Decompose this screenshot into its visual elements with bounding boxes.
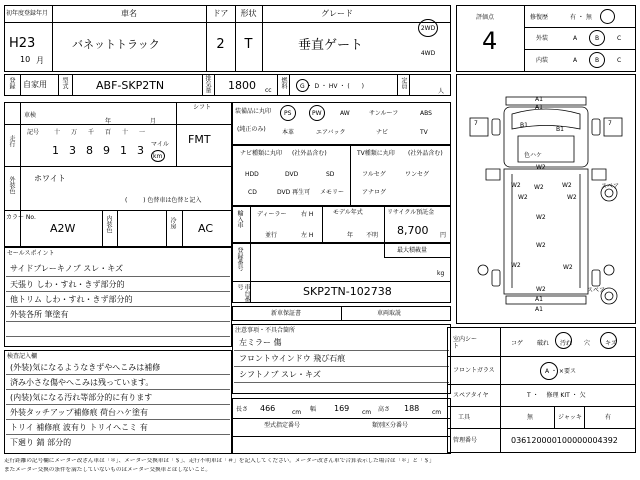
ac-label: 冷房 — [169, 217, 176, 229]
equip-sunroof: サンルーフ — [369, 110, 399, 117]
unit-label-1: 十 — [54, 129, 61, 136]
sales-points-label: セールスポイント — [7, 250, 55, 257]
exterior-grade-a: A — [573, 35, 578, 42]
inspector-note-line: (外装)気になるようなきずやへこみは補修 — [10, 363, 161, 372]
inspection-label: 車検 — [24, 112, 37, 119]
seat-label: 室内シート — [453, 336, 478, 350]
color-code-label: カラー No. — [6, 214, 36, 221]
fuel-selected-circle — [296, 79, 309, 92]
capacity-unit: 人 — [438, 88, 445, 95]
interior-grade-c: C — [617, 57, 622, 64]
odometer-digit: 9 — [103, 144, 110, 157]
score-value: 4 — [482, 27, 498, 55]
equip-navi: ナビ — [376, 129, 389, 136]
length-label: 長さ — [236, 406, 249, 413]
tv-analog: アナログ — [362, 189, 387, 196]
score-label: 評価点 — [476, 14, 495, 21]
equip-aw: AW — [340, 110, 350, 117]
reg-month: 10 — [20, 55, 31, 64]
damage-mark: W2 — [536, 164, 546, 171]
color-code: A2W — [50, 222, 76, 235]
footer-note-2: またメーター交換の条件を満たしていないものはメーター交換車とはしないこと。 — [4, 467, 211, 473]
car-name: バネットトラック — [72, 38, 160, 51]
reg-month-unit: 月 — [36, 56, 44, 65]
vehicle-manual: 車両取説 — [377, 310, 402, 317]
model-year-unit: 年 — [347, 232, 354, 239]
defect-line: フロントウインドウ 飛び石痕 — [239, 354, 346, 363]
damage-mark: W2 — [518, 194, 528, 201]
tv-fullseg: フルセグ — [362, 171, 386, 178]
reg-year: H23 — [9, 36, 36, 51]
spare-label: スペア — [601, 183, 620, 190]
damage-mark: W2 — [536, 214, 546, 221]
navi-hdd: HDD — [245, 171, 259, 178]
fuel-options: G ・ D ・ HV ・ ( ) — [300, 83, 365, 90]
front-glass-label: フロントガラス — [453, 367, 495, 374]
management-number: 036120000100000004392 — [511, 436, 618, 445]
usage-type: 自家用 — [23, 80, 47, 89]
jack-label: ジャッキ — [558, 414, 582, 421]
import-right-hand: 右 H — [301, 211, 314, 218]
odometer-digit: 8 — [86, 144, 93, 157]
grade-label: グレード — [321, 9, 353, 18]
equip-abs: ABS — [420, 110, 432, 117]
navi-dvd: DVD — [285, 171, 299, 178]
category-label: 類別区分番号 — [372, 422, 409, 429]
model-year-label: モデル年式 — [333, 209, 363, 216]
defects-label: 注意事項・不具合箇所 — [235, 327, 296, 334]
front-glass-circle — [540, 362, 558, 380]
interior-color-label: 内装色 — [105, 215, 112, 233]
navi-sd: SD — [326, 171, 335, 178]
inspection-month-label: 月 — [150, 118, 157, 125]
reg-kind-label: 登録 — [8, 77, 15, 89]
tv-title: TV種類に丸印 — [357, 150, 395, 157]
max-load-label: 最大積載量 — [397, 247, 428, 254]
paint-label: 色ハケ — [524, 152, 543, 159]
chassis-number: SKP2TN-102738 — [303, 285, 392, 298]
damage-mark: A1 — [535, 96, 543, 103]
interior-grade-label: 内装 — [536, 57, 549, 64]
damage-mark: W2 — [567, 194, 577, 201]
exterior-color-label: 外装色 — [8, 176, 15, 194]
displacement: 1800 — [228, 79, 256, 92]
width-unit: cm — [362, 409, 372, 416]
import-label: 輸入車 — [236, 210, 243, 228]
footer-note-1: 走行距離の記号欄にメーター改ざん車は「＊」、メーター交換車は「＄」、走行不明車は「＃」を記入してください。メーター改ざん車で合算表示した場合は「＊」と「＄」 — [4, 458, 435, 464]
seat-option-scratch: キズ — [605, 340, 617, 347]
equip-pw: PW — [312, 110, 322, 117]
seat-scratch-circle — [600, 332, 617, 349]
equipment-label: 装備品に丸印 — [235, 108, 272, 115]
damage-mark: W2 — [511, 262, 521, 269]
displacement-unit: cc — [265, 87, 272, 94]
navi-cd: CD — [248, 189, 257, 196]
car-diagram — [456, 74, 636, 324]
damage-mark: W2 — [536, 286, 546, 293]
front-glass-options: A ・ ×要ス — [545, 368, 576, 375]
repair-options: 有 ・ 無 — [570, 14, 592, 21]
unit-label-4: 百 — [105, 129, 112, 136]
new-car-warranty: 新車保証書 — [271, 310, 302, 317]
shift-value: FMT — [188, 133, 211, 146]
body-shape: T — [244, 37, 253, 52]
inspector-note-line: (内装)気になる汚れ等部分的に有ります — [10, 393, 153, 402]
repair-selected-circle — [600, 9, 615, 24]
max-load-unit: kg — [437, 270, 445, 277]
defect-line: 左ミラー 傷 — [239, 338, 282, 347]
unit-label-2: 万 — [71, 129, 78, 136]
repair-label: 修復歴 — [530, 14, 549, 21]
navi-note: (社外品含む) — [292, 150, 327, 157]
odometer-digit: 3 — [137, 144, 144, 157]
damage-mark: W2 — [562, 182, 572, 189]
equip-ps: PS — [284, 110, 292, 117]
interior-grade-circle — [589, 52, 605, 68]
seat-stain-circle — [555, 332, 572, 349]
damage-mark: A1 — [535, 306, 543, 313]
exterior-grade-circle — [589, 30, 605, 46]
seat-option-stain: 汚れ — [560, 340, 573, 347]
fuel-label: 燃料 — [280, 77, 287, 89]
odometer-digit: 3 — [69, 144, 76, 157]
mileage-label: 走行 — [8, 135, 15, 147]
damage-mark: A1 — [535, 296, 543, 303]
record-label: 記号 — [27, 129, 40, 136]
grade-value: 垂直ゲート — [298, 38, 364, 53]
mile-label: マイル — [151, 141, 169, 148]
spare-tire-options: T ・ 修理 KIT ・ 欠 — [527, 392, 586, 399]
management-label: 管理番号 — [453, 437, 478, 444]
navi-dvd-play: DVD 再生可 — [277, 189, 311, 196]
inspector-note-line: 済み小さな傷やへこみは残っています。 — [10, 378, 154, 387]
sales-point-line: サイドブレーキノブ スレ・キズ — [10, 264, 124, 273]
model-year-unknown: 不明 — [366, 232, 379, 239]
type-designation-label: 型式指定番号 — [264, 422, 301, 429]
equip-leather: 本革 — [282, 129, 295, 136]
reg-number-label: 登録番号 — [236, 247, 243, 271]
equipment-sublabel: (純正のみ) — [237, 126, 266, 133]
capacity-label: 定員 — [400, 77, 407, 89]
height-value: 188 — [404, 404, 420, 413]
recycle-unit: 円 — [440, 232, 447, 239]
seat-option-tear: 破れ — [537, 340, 550, 347]
length-unit: cm — [292, 409, 302, 416]
damage-mark: W2 — [563, 264, 573, 271]
exterior-note: ( ) 色替車は色替と記入 — [125, 197, 202, 204]
model-type-label: 型式 — [61, 77, 68, 89]
exterior-grade-b: B — [595, 35, 600, 42]
shape-label: 形状 — [240, 9, 257, 18]
odometer-digit: 1 — [120, 144, 127, 157]
chassis-label: 車台番号 — [236, 284, 250, 302]
navi-memory: メモリー — [320, 189, 345, 196]
inspector-note-line: 下廻り 錆 部分的 — [10, 438, 72, 447]
inspection-year-label: 年 — [105, 118, 112, 125]
reg-year-label: 初年度登録年月 — [6, 10, 49, 17]
unit-label-6: 一 — [139, 129, 146, 136]
sales-point-line: 天張り しわ・すれ・きず部分的 — [10, 280, 125, 289]
interior-grade-b: B — [595, 57, 600, 64]
drive-4wd: 4WD — [420, 50, 436, 57]
seat-option-burn: コゲ — [511, 340, 524, 347]
import-parallel: 並行 — [265, 232, 278, 239]
recycle-amount: 8,700 — [397, 224, 429, 237]
damage-mark: W2 — [536, 242, 546, 249]
height-unit: cm — [432, 409, 442, 416]
ac-value: AC — [198, 222, 214, 235]
width-label: 幅 — [310, 406, 317, 413]
door-count: 2 — [216, 37, 225, 52]
defect-line: シフトノブ スレ・キズ — [239, 370, 321, 379]
shift-label: シフト — [193, 104, 212, 111]
inspector-notes-label: 検査記入欄 — [7, 353, 38, 360]
model-type: ABF-SKP2TN — [96, 79, 165, 92]
spare-tire-label: スペアタイヤ — [453, 392, 489, 399]
drive-2wd: 2WD — [420, 25, 436, 32]
tv-oneseg: ワンセグ — [405, 171, 430, 178]
unit-label-3: 千 — [88, 129, 95, 136]
navi-title: ナビ種類に丸印 — [240, 150, 283, 157]
door-label: ドア — [212, 9, 229, 18]
exterior-grade-c: C — [617, 35, 622, 42]
exterior-color: ホワイト — [34, 174, 66, 183]
height-label: 高さ — [378, 406, 391, 413]
damage-mark: A1 — [535, 104, 543, 111]
tools-label: 工具 — [458, 414, 471, 421]
spare-label-rear: スペア — [587, 287, 606, 294]
equip-tv: TV — [420, 129, 428, 136]
km-label: km — [153, 153, 163, 160]
tools-value: 無 — [527, 414, 534, 421]
width-value: 169 — [334, 404, 350, 413]
damage-mark: 7 — [474, 120, 478, 127]
interior-grade-a: A — [573, 57, 578, 64]
damage-mark: B1 — [520, 122, 528, 129]
inspector-note-line: 外装タッチアップ補修痕 荷台ハケ塗有 — [10, 408, 148, 417]
seat-option-hole: 穴 — [584, 340, 591, 347]
tv-note: (社外品含む) — [408, 150, 443, 157]
damage-mark: 7 — [608, 120, 612, 127]
recycle-label: リサイクル預託金 — [387, 209, 435, 216]
inspector-note-line: トリイ 補修痕 波有り トリイへこミ 有 — [10, 423, 148, 432]
odometer-digit: 1 — [52, 144, 59, 157]
car-name-label: 車名 — [121, 9, 137, 18]
equip-airbag: エアバック — [316, 129, 346, 136]
import-dealer: ディーラー — [257, 211, 287, 218]
damage-mark: W2 — [511, 182, 521, 189]
sales-point-line: 外装各所 筆塗有 — [10, 310, 69, 319]
jack-value: 有 — [605, 414, 612, 421]
exterior-grade-label: 外装 — [536, 35, 549, 42]
length-value: 466 — [260, 404, 276, 413]
damage-mark: B1 — [556, 126, 564, 133]
sales-point-line: 他トリム しわ・すれ・きず部分的 — [10, 295, 133, 304]
damage-mark: W2 — [534, 184, 544, 191]
unit-label-5: 十 — [122, 129, 129, 136]
displacement-label: 排気量 — [204, 75, 211, 93]
import-left-hand: 左 H — [301, 232, 314, 239]
